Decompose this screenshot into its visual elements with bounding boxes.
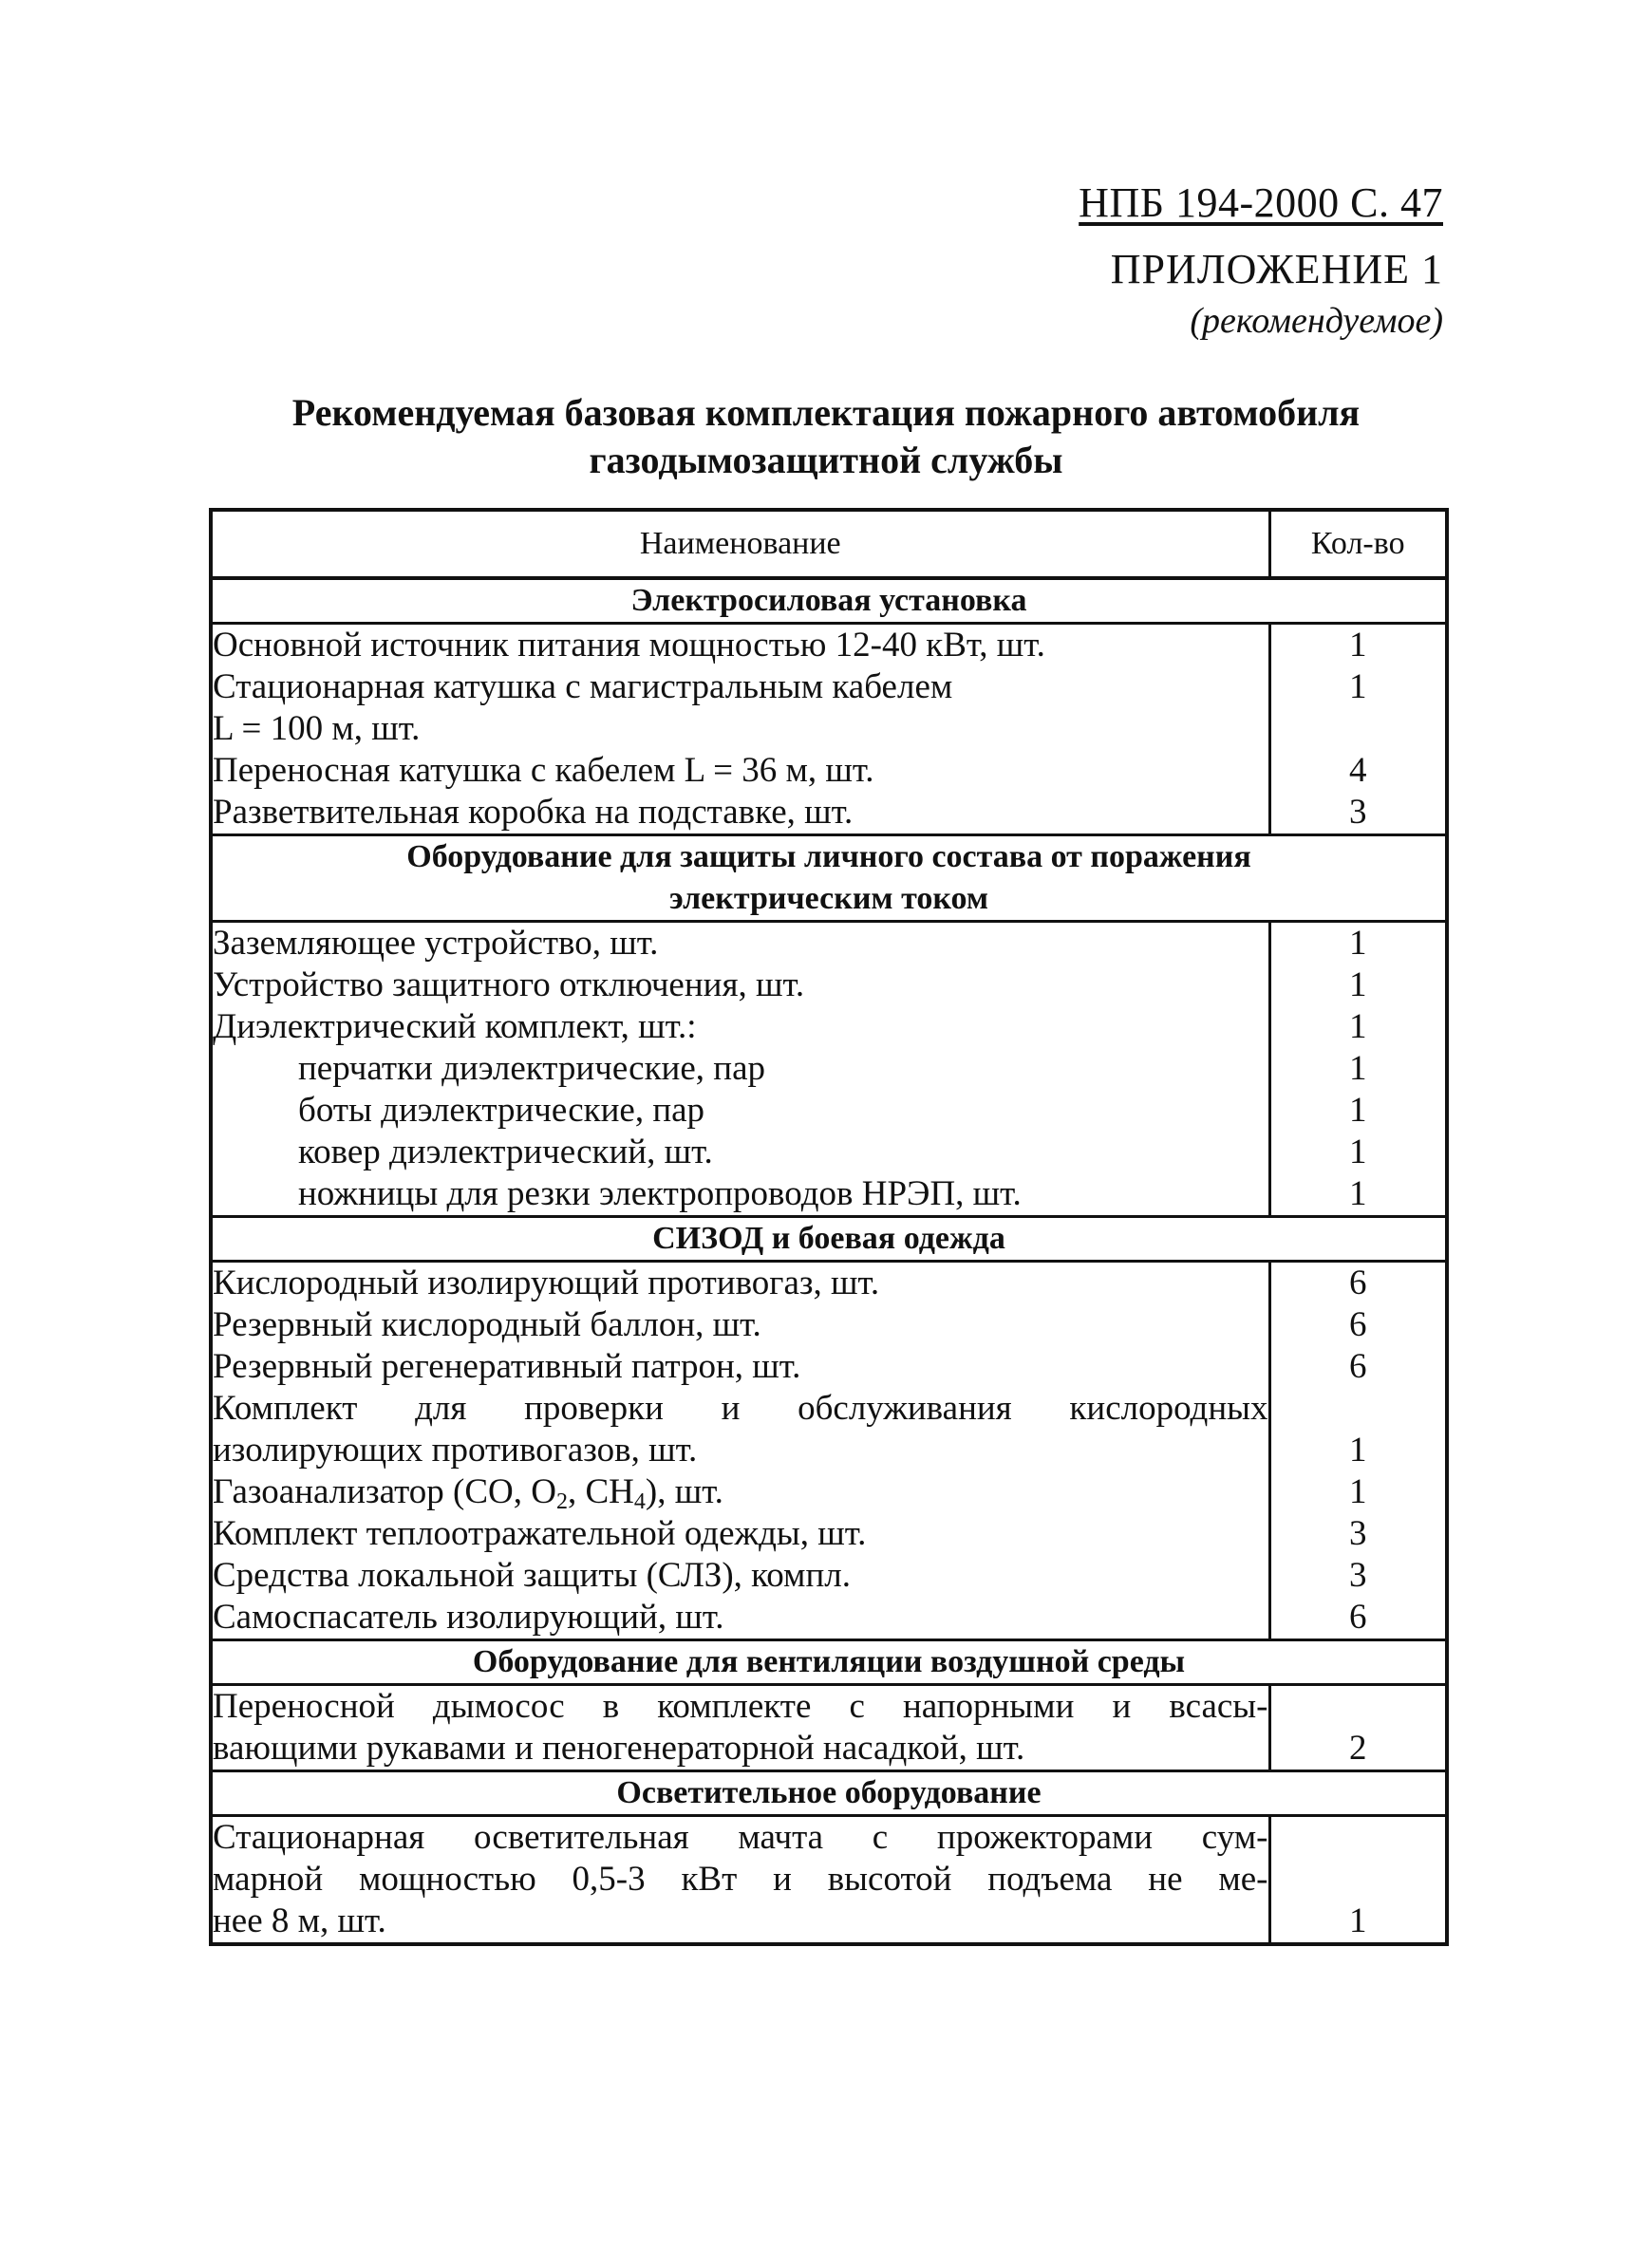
item-qty: 2: [1349, 1729, 1367, 1768]
item-name: [211, 666, 1269, 750]
table-row: [211, 1816, 1447, 1945]
item-name-line: Стационарная осветительная мачта с прожекторами сум-: [213, 1818, 1268, 1857]
subscript: 4: [633, 1489, 646, 1514]
document-code: НПБ 194-2000 С. 47: [1079, 179, 1443, 226]
table-row: [211, 666, 1447, 750]
item-name-line: Переносной дымосос в комплекте с напорными и всасы-: [213, 1687, 1268, 1726]
item-name-line: изолирующих противогазов, шт.: [213, 1431, 698, 1470]
item-name: Основной источник питания мощностью 12-40 кВт, шт.: [211, 624, 1269, 667]
item-qty: 1: [1349, 924, 1367, 963]
equipment-table: [209, 508, 1449, 1946]
table-row: [211, 1471, 1447, 1513]
section-row: [211, 1771, 1447, 1816]
table-row: [211, 1006, 1447, 1048]
column-header-qty: Кол-во: [1269, 510, 1447, 578]
item-name-line: Комплект для проверки и обслуживания кислородных: [213, 1389, 1268, 1428]
table-row: [211, 922, 1447, 965]
column-header-name: Наименование: [211, 510, 1269, 578]
item-qty: 1: [1349, 965, 1367, 1004]
item-name: [211, 1471, 1269, 1513]
table-row: [211, 1090, 1447, 1132]
item-name-part: ), шт.: [645, 1472, 723, 1511]
table-row: [211, 1513, 1447, 1555]
table-row: [211, 1555, 1447, 1597]
section-row: [211, 1640, 1447, 1685]
item-name-line: вающими рукавами и пеногенераторной насадкой, шт.: [213, 1729, 1025, 1768]
document-title: [209, 389, 1443, 484]
table-row: [211, 1304, 1447, 1346]
section-electrical-protection: Оборудование для защиты личного состава от поражения электрическим током: [211, 835, 1447, 922]
item-name: [211, 1816, 1269, 1945]
section-row: [211, 1217, 1447, 1262]
table-header-row: [211, 510, 1447, 578]
item-name-line: L = 100 м, шт.: [213, 709, 421, 748]
item-qty: 1: [1349, 626, 1367, 665]
item-name: Диэлектрический комплект, шт.:: [211, 1006, 1269, 1048]
title-line-1: Рекомендуемая базовая комплектация пожарного автомобиля: [291, 391, 1361, 434]
item-qty: 6: [1349, 1598, 1367, 1637]
item-name: Заземляющее устройство, шт.: [211, 922, 1269, 965]
table-row: [211, 1346, 1447, 1388]
section-lighting: Осветительное оборудование: [211, 1771, 1447, 1816]
table-row: [211, 1262, 1447, 1305]
item-name: Самоспасатель изолирующий, шт.: [211, 1597, 1269, 1640]
item-qty: 1: [1349, 1174, 1367, 1213]
table-row: [211, 624, 1447, 667]
item-name: Резервный регенеративный патрон, шт.: [211, 1346, 1269, 1388]
item-name: Переносная катушка с кабелем L = 36 м, шт.: [211, 750, 1269, 792]
item-qty: 1: [1349, 1091, 1367, 1130]
item-qty: 1: [1349, 1133, 1367, 1171]
item-qty: 3: [1349, 793, 1367, 832]
item-name: Кислородный изолирующий противогаз, шт.: [211, 1262, 1269, 1305]
table-row: [211, 964, 1447, 1006]
item-qty: 6: [1349, 1264, 1367, 1302]
item-name: Комплект теплоотражательной одежды, шт.: [211, 1513, 1269, 1555]
section-row: [211, 578, 1447, 624]
item-qty: 1: [1349, 1472, 1367, 1511]
section-power-unit: Электросиловая установка: [211, 578, 1447, 624]
item-name: Устройство защитного отключения, шт.: [211, 964, 1269, 1006]
item-qty: 1: [1349, 1007, 1367, 1046]
item-qty: 3: [1349, 1514, 1367, 1553]
item-name: Резервный кислородный баллон, шт.: [211, 1304, 1269, 1346]
item-name: ковер диэлектрический, шт.: [211, 1132, 1269, 1173]
item-name: Средства локальной защиты (СЛЗ), компл.: [211, 1555, 1269, 1597]
item-name-line: нее 8 м, шт.: [213, 1901, 386, 1940]
item-qty: 3: [1349, 1556, 1367, 1595]
item-name-line: марной мощностью 0,5-3 кВт и высотой подъема не ме-: [213, 1860, 1268, 1899]
item-name: перчатки диэлектрические, пар: [211, 1048, 1269, 1090]
title-line-2: газодымозащитной службы: [589, 439, 1063, 481]
section-row: [211, 835, 1447, 922]
table-row: [211, 1388, 1447, 1471]
item-name-line: Стационарная катушка с магистральным кабелем: [213, 667, 953, 706]
item-qty: 1: [1349, 1431, 1367, 1470]
item-name: [211, 1388, 1269, 1471]
item-qty: 6: [1349, 1305, 1367, 1344]
appendix-heading: ПРИЛОЖЕНИЕ 1: [1110, 246, 1443, 292]
item-qty: 1: [1349, 1901, 1367, 1940]
item-qty: 1: [1349, 1049, 1367, 1088]
item-name-part: , CH: [567, 1472, 634, 1511]
item-name: ножницы для резки электропроводов НРЭП, шт.: [211, 1173, 1269, 1217]
table-row: [211, 1597, 1447, 1640]
table-row: [211, 1048, 1447, 1090]
section-respiratory-gear: СИЗОД и боевая одежда: [211, 1217, 1447, 1262]
item-name: боты диэлектрические, пар: [211, 1090, 1269, 1132]
item-name: [211, 1685, 1269, 1771]
table-row: [211, 792, 1447, 835]
item-qty: 6: [1349, 1347, 1367, 1386]
item-name: Разветвительная коробка на подставке, шт.: [211, 792, 1269, 835]
table-row: [211, 1173, 1447, 1217]
item-qty: 1: [1349, 667, 1367, 706]
table-row: [211, 1685, 1447, 1771]
item-qty: 4: [1349, 751, 1367, 790]
table-row: [211, 750, 1447, 792]
table-row: [211, 1132, 1447, 1173]
item-name-part: Газоанализатор (CO, O: [213, 1472, 556, 1511]
subscript: 2: [555, 1489, 568, 1514]
section-ventilation: Оборудование для вентиляции воздушной среды: [211, 1640, 1447, 1685]
appendix-note: (рекомендуемое): [1190, 301, 1443, 341]
